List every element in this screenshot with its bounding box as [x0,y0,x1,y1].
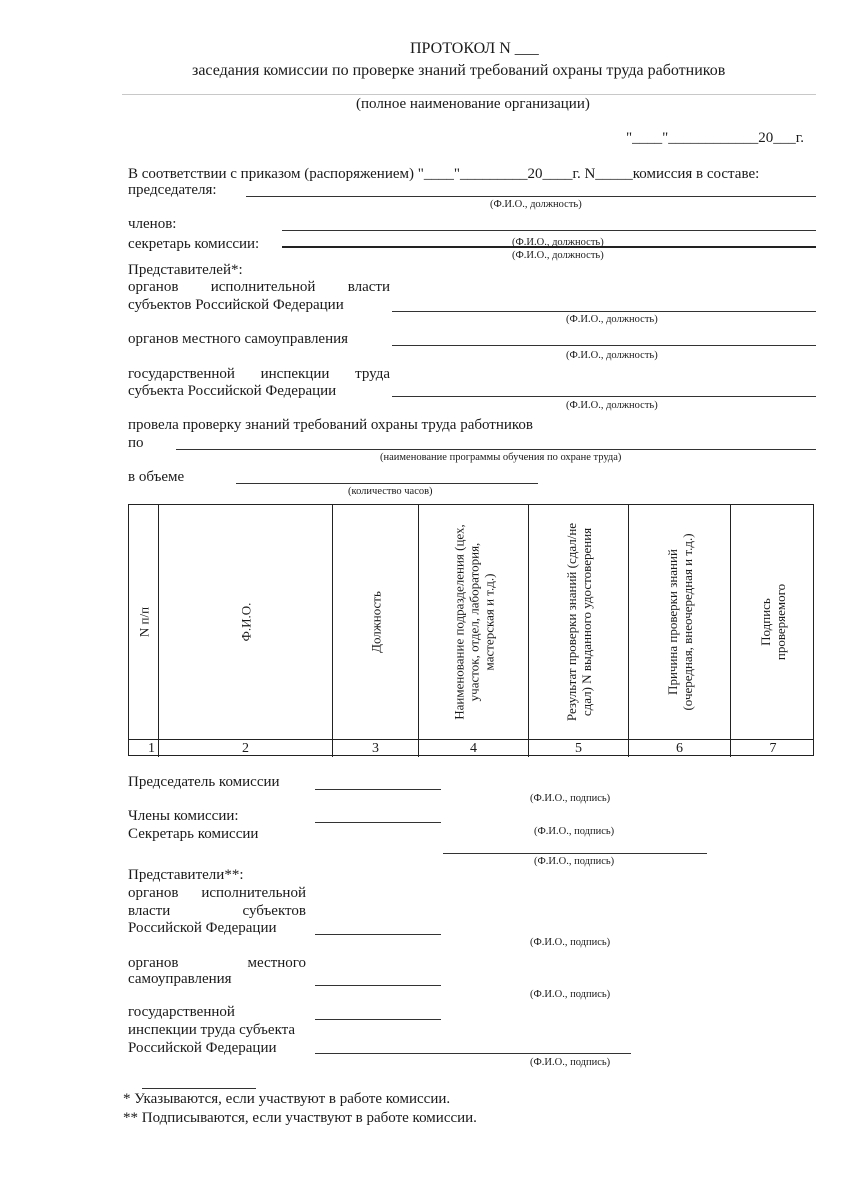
sign-insp-caption: (Ф.И.О., подпись) [530,1057,611,1068]
col-number-3: 3 [333,740,419,757]
col-header-7 [731,505,815,739]
chairman-line [246,196,816,197]
program-caption: (наименование программы обучения по охране труда) [380,452,622,463]
state-insp-label-2: субъекта Российской Федерации [128,383,337,399]
col-number-1: 1 [129,740,159,757]
sign-members-line [315,822,441,823]
volume-label: в объеме [128,469,185,485]
protocol-date: "____"____________20___г. [626,130,804,146]
col-header-2 [159,505,333,739]
state-insp-label-1: государственной инспекции труда [128,366,390,382]
col-number-7: 7 [769,741,777,756]
col-number-2: 2 [159,740,333,757]
footnote-2: ** Подписываются, если участвуют в работе комиссии. [123,1110,477,1126]
sign-secretary-caption: (Ф.И.О., подпись) [534,856,615,867]
sign-local-label-1: органов местного [128,955,306,971]
exec-power-label-1: органов исполнительной власти [128,279,390,295]
sign-local-line [315,985,441,986]
sign-chairman-line [315,789,441,790]
state-insp-line [392,396,816,397]
secretary-caption: (Ф.И.О., должность) [512,250,604,261]
chairman-caption: (Ф.И.О., должность) [490,199,582,210]
po-label: по [128,435,144,451]
local-gov-line [392,345,816,346]
members-line [282,230,816,231]
col-header-text-4: Наименование подразделения (цех, участок, отдел, лаборатория, мастерская и т.д.) [451,524,496,720]
sign-exec-line [315,934,441,935]
col-header-text-3: Должность [368,591,383,653]
org-name-caption: (полное наименование организации) [356,96,590,112]
local-gov-caption: (Ф.И.О., должность) [566,350,658,361]
col-number-5: 5 [529,740,629,757]
col-header-3 [333,505,419,739]
col-header-text-6: Причина проверки знаний (очередная, внеочередная и т.д.) [664,533,695,711]
exec-power-caption: (Ф.И.О., должность) [566,314,658,325]
sign-insp-line-2 [315,1053,631,1054]
hours-caption: (количество часов) [348,486,433,497]
protocol-subtitle: заседания комиссии по проверке знаний требований охраны труда работников [192,62,726,79]
sign-secretary-label: Секретарь комиссии [128,826,259,842]
org-name-line [122,94,816,95]
results-table [128,504,814,756]
local-gov-label: органов местного самоуправления [128,331,349,347]
sign-exec-caption: (Ф.И.О., подпись) [530,937,611,948]
conducted-text: провела проверку знаний требований охраны труда работников [128,417,534,433]
footnote-1: * Указываются, если участвуют в работе комиссии. [123,1091,451,1107]
sign-insp-label-1: государственной [128,1004,235,1020]
sign-secretary-line [443,853,707,854]
sign-exec-label-1: органов исполнительной [128,885,306,901]
sign-insp-label-3: Российской Федерации [128,1040,277,1056]
col-number-4: 4 [419,740,529,757]
protocol-title: ПРОТОКОЛ N ___ [410,40,539,57]
sign-exec-label-2: власти субъектов [128,903,306,919]
chairman-label: председателя: [128,182,217,198]
members-caption: (Ф.И.О., должность) [512,237,604,248]
footnote-separator [142,1088,256,1089]
col-header-text-1: N п/п [136,606,151,638]
order-text: В соответствии с приказом (распоряжением) "____"_________20____г. N_____комиссия в составе: [128,166,760,182]
col-number-6: 6 [629,740,731,757]
col-header-text-2: Ф.И.О. [238,602,253,642]
sign-members-label: Члены комиссии: [128,808,239,824]
exec-power-label-2: субъектов Российской Федерации [128,297,344,313]
hours-line [236,483,538,484]
representatives-label: Представителей*: [128,262,243,278]
exec-power-line [392,311,816,312]
sign-chairman-caption: (Ф.И.О., подпись) [530,793,611,804]
sign-insp-label-2: инспекции труда субъекта [128,1022,296,1038]
state-insp-caption: (Ф.И.О., должность) [566,400,658,411]
col-header-6 [629,505,731,739]
col-header-text-5: Результат проверки знаний (сдал/не сдал) N выданного удостоверения [563,522,594,722]
sign-representatives-label: Представители**: [128,867,244,883]
sign-local-label-2: самоуправления [128,971,232,987]
sign-local-caption: (Ф.И.О., подпись) [530,989,611,1000]
sign-chairman-label: Председатель комиссии [128,774,280,790]
col-header-1 [129,505,159,739]
sign-exec-label-3: Российской Федерации [128,920,277,936]
members-label: членов: [128,216,177,232]
secretary-line [282,246,816,248]
col-header-4 [419,505,529,739]
column-number-row [129,739,813,757]
sign-members-caption: (Ф.И.О., подпись) [534,826,615,837]
sign-insp-line-1 [315,1019,441,1020]
col-header-text-7: Подпись проверяемого [758,583,788,661]
secretary-label: секретарь комиссии: [128,236,260,252]
program-line [176,449,816,450]
col-header-5 [529,505,629,739]
